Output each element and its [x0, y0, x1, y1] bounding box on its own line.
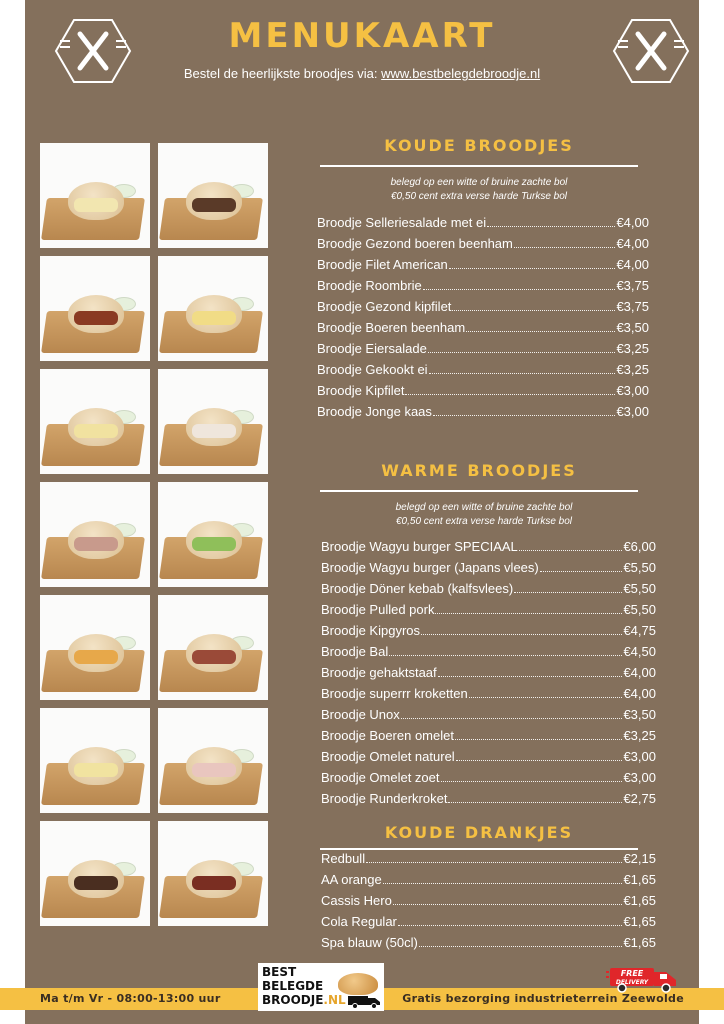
dot-leader	[449, 258, 616, 269]
menu-item-name: Broodje Boeren beenham	[317, 320, 466, 335]
menu-item-price: €3,25	[616, 341, 649, 356]
menu-item	[321, 872, 656, 893]
divider	[320, 490, 638, 492]
menu-item-price: €5,50	[623, 560, 656, 575]
chicken-sandwich-photo	[158, 369, 268, 474]
menu-item	[321, 770, 656, 791]
menu-list-koude-drankjes	[321, 851, 656, 956]
kebab-sandwich-photo	[158, 821, 268, 926]
menu-item-name: Broodje Jonge kaas	[317, 404, 432, 419]
section-title-warme-broodjes: WARME BROODJES	[381, 461, 577, 480]
menu-item	[317, 383, 649, 404]
menu-item-name: Broodje Gekookt ei	[317, 362, 428, 377]
dot-leader	[421, 624, 622, 635]
kroket-sandwich-photo	[40, 821, 150, 926]
dot-leader	[448, 792, 622, 803]
menu-item-price: €1,65	[623, 914, 656, 929]
dot-leader	[466, 321, 615, 332]
brand-logo	[258, 963, 384, 1011]
brand-line	[262, 993, 346, 1007]
menu-item-price: €2,15	[623, 851, 656, 866]
page-subtitle	[0, 66, 724, 81]
menu-item	[321, 665, 656, 686]
menu-item-price: €4,00	[616, 236, 649, 251]
menu-item	[317, 404, 649, 425]
section-title-koude-broodjes: KOUDE BROODJES	[384, 136, 574, 155]
dot-leader	[383, 873, 623, 884]
menu-item-name: Broodje Kipfilet	[317, 383, 405, 398]
delivery-truck-icon	[606, 962, 682, 994]
beenham-sandwich-photo	[158, 708, 268, 813]
menu-item-price: €1,65	[623, 935, 656, 950]
menu-item	[321, 686, 656, 707]
menu-item	[321, 707, 656, 728]
menu-item	[321, 539, 656, 560]
dot-leader	[435, 603, 622, 614]
menu-item-name: Broodje Kipgyros	[321, 623, 420, 638]
dot-leader	[423, 279, 616, 290]
brand-line: BELEGDE	[262, 979, 324, 993]
menu-item-name: Broodje superrr kroketten	[321, 686, 468, 701]
healthy-sandwich-photo	[158, 482, 268, 587]
menu-item	[321, 893, 656, 914]
menu-item	[321, 728, 656, 749]
menu-item	[317, 362, 649, 383]
menu-item-price: €3,00	[623, 749, 656, 764]
dot-leader	[519, 540, 623, 551]
menu-list-koude-broodjes	[317, 215, 649, 425]
section-note	[320, 176, 638, 204]
menu-item	[317, 278, 649, 299]
menu-item	[321, 581, 656, 602]
menu-item-price: €1,65	[623, 893, 656, 908]
menu-item-price: €4,00	[623, 665, 656, 680]
menu-item-name: Broodje Pulled pork	[321, 602, 435, 617]
dot-leader	[469, 687, 623, 698]
menu-item	[317, 341, 649, 362]
dot-leader	[398, 915, 623, 926]
dot-leader	[452, 300, 615, 311]
menu-item	[321, 602, 656, 623]
subtitle-text: Bestel de heerlijkste broodjes via:	[183, 66, 378, 81]
menu-item-name: Cassis Hero	[321, 893, 392, 908]
dot-leader	[540, 561, 623, 572]
dot-leader	[419, 936, 623, 947]
brand-line: BROODJE	[262, 993, 324, 1007]
pulled-pork-sandwich-photo	[40, 256, 150, 361]
dot-leader	[366, 852, 622, 863]
menu-item	[317, 215, 649, 236]
brand-suffix: .NL	[323, 993, 346, 1007]
divider	[320, 848, 638, 850]
menu-item-name: Broodje Roombrie	[317, 278, 422, 293]
menu-item-price: €3,00	[616, 404, 649, 419]
menu-item-price: €4,00	[616, 215, 649, 230]
menu-item-price: €4,00	[616, 257, 649, 272]
note-line: €0,50 cent extra verse harde Turkse bol	[395, 516, 573, 527]
menu-item-price: €3,25	[616, 362, 649, 377]
menu-item-price: €3,25	[623, 728, 656, 743]
egg-salad-sandwich-photo	[158, 256, 268, 361]
divider	[320, 165, 638, 167]
menu-item	[317, 320, 649, 341]
delivery-badge-line: FREE	[620, 969, 644, 978]
note-line: €0,50 cent extra verse harde Turkse bol	[390, 191, 568, 202]
dot-leader	[389, 645, 622, 656]
dot-leader	[438, 666, 623, 677]
menu-item-price: €3,50	[623, 707, 656, 722]
dot-leader	[433, 405, 616, 416]
menu-item	[321, 560, 656, 581]
menu-item	[317, 236, 649, 257]
delivery-badge-line: DELIVERY	[615, 979, 649, 986]
menu-item-price: €3,75	[616, 299, 649, 314]
dot-leader	[441, 771, 623, 782]
sandwich-photo-grid	[40, 143, 270, 926]
menu-item-name: Broodje Bal	[321, 644, 389, 659]
note-line: belegd op een witte of bruine zachte bol	[395, 502, 573, 513]
section-note	[320, 501, 648, 529]
menu-item-price: €3,00	[623, 770, 656, 785]
dot-leader	[429, 363, 616, 374]
opening-hours: Ma t/m Vr - 08:00-13:00 uur	[40, 992, 221, 1005]
menu-item	[321, 914, 656, 935]
dot-leader	[487, 216, 615, 227]
menu-item-name: Cola Regular	[321, 914, 397, 929]
menu-item-name: Broodje Selleriesalade met ei	[317, 215, 487, 230]
menu-item-name: Broodje Gezond boeren beenham	[317, 236, 513, 251]
menu-item	[321, 935, 656, 956]
dot-leader	[514, 582, 622, 593]
menu-item	[321, 749, 656, 770]
menu-item-name: Broodje gehaktstaaf	[321, 665, 437, 680]
delivery-note: Gratis bezorging industrieterrein Zeewolde	[402, 992, 684, 1005]
menu-item-name: Spa blauw (50cl)	[321, 935, 418, 950]
dot-leader	[393, 894, 623, 905]
menu-item-price: €3,75	[616, 278, 649, 293]
omelet-sandwich-photo	[40, 595, 150, 700]
brand-line: BEST	[262, 965, 297, 979]
bread-icon	[338, 973, 378, 995]
menu-item-price: €5,50	[623, 581, 656, 596]
menu-item	[317, 257, 649, 278]
sausage-sandwich-photo	[158, 595, 268, 700]
menu-item-price: €4,50	[623, 644, 656, 659]
menu-item-price: €3,00	[616, 383, 649, 398]
menu-item	[321, 623, 656, 644]
cheese-sandwich-photo	[40, 708, 150, 813]
dot-leader	[456, 750, 623, 761]
menu-item-price: €4,75	[623, 623, 656, 638]
egg-sandwich-photo	[40, 143, 150, 248]
website-link[interactable]: www.bestbelegdebroodje.nl	[381, 66, 541, 81]
menu-item-price: €3,50	[616, 320, 649, 335]
menu-item-name: Broodje Gezond kipfilet	[317, 299, 452, 314]
dot-leader	[405, 384, 615, 395]
dot-leader	[514, 237, 616, 248]
menu-item-price: €4,00	[623, 686, 656, 701]
section-title-koude-drankjes: KOUDE DRANKJES	[384, 823, 574, 842]
menu-item-name: Broodje Filet American	[317, 257, 448, 272]
menu-item-price: €5,50	[623, 602, 656, 617]
menu-item	[321, 851, 656, 872]
truck-icon	[348, 993, 382, 1009]
menu-list-warme-broodjes	[321, 539, 656, 812]
egg-tomato-sandwich-photo	[40, 369, 150, 474]
menu-item-name: Broodje Wagyu burger (Japans vlees)	[321, 560, 539, 575]
menu-item	[321, 791, 656, 812]
dot-leader	[428, 342, 616, 353]
menu-item	[321, 644, 656, 665]
note-line: belegd op een witte of bruine zachte bol	[390, 177, 568, 188]
menu-item-name: Broodje Wagyu burger SPECIAAL	[321, 539, 518, 554]
menu-item-name: Redbull	[321, 851, 366, 866]
burger-sandwich-photo	[158, 143, 268, 248]
brand-logo-text	[262, 965, 346, 1007]
menu-item-name: Broodje Omelet naturel	[321, 749, 455, 764]
menu-item-price: €2,75	[623, 791, 656, 806]
ham-sandwich-photo	[40, 482, 150, 587]
dot-leader	[401, 708, 623, 719]
menu-item-price: €6,00	[623, 539, 656, 554]
menu-item-name: AA orange	[321, 872, 382, 887]
menu-item	[317, 299, 649, 320]
menu-item-name: Broodje Runderkroket	[321, 791, 448, 806]
menu-item-name: Broodje Eiersalade	[317, 341, 427, 356]
dot-leader	[455, 729, 622, 740]
menu-item-price: €1,65	[623, 872, 656, 887]
menu-item-name: Broodje Omelet zoet	[321, 770, 440, 785]
menu-item-name: Broodje Unox	[321, 707, 400, 722]
page-title: MENUKAART	[228, 16, 496, 56]
menu-item-name: Broodje Boeren omelet	[321, 728, 454, 743]
menu-item-name: Broodje Döner kebab (kalfsvlees)	[321, 581, 514, 596]
